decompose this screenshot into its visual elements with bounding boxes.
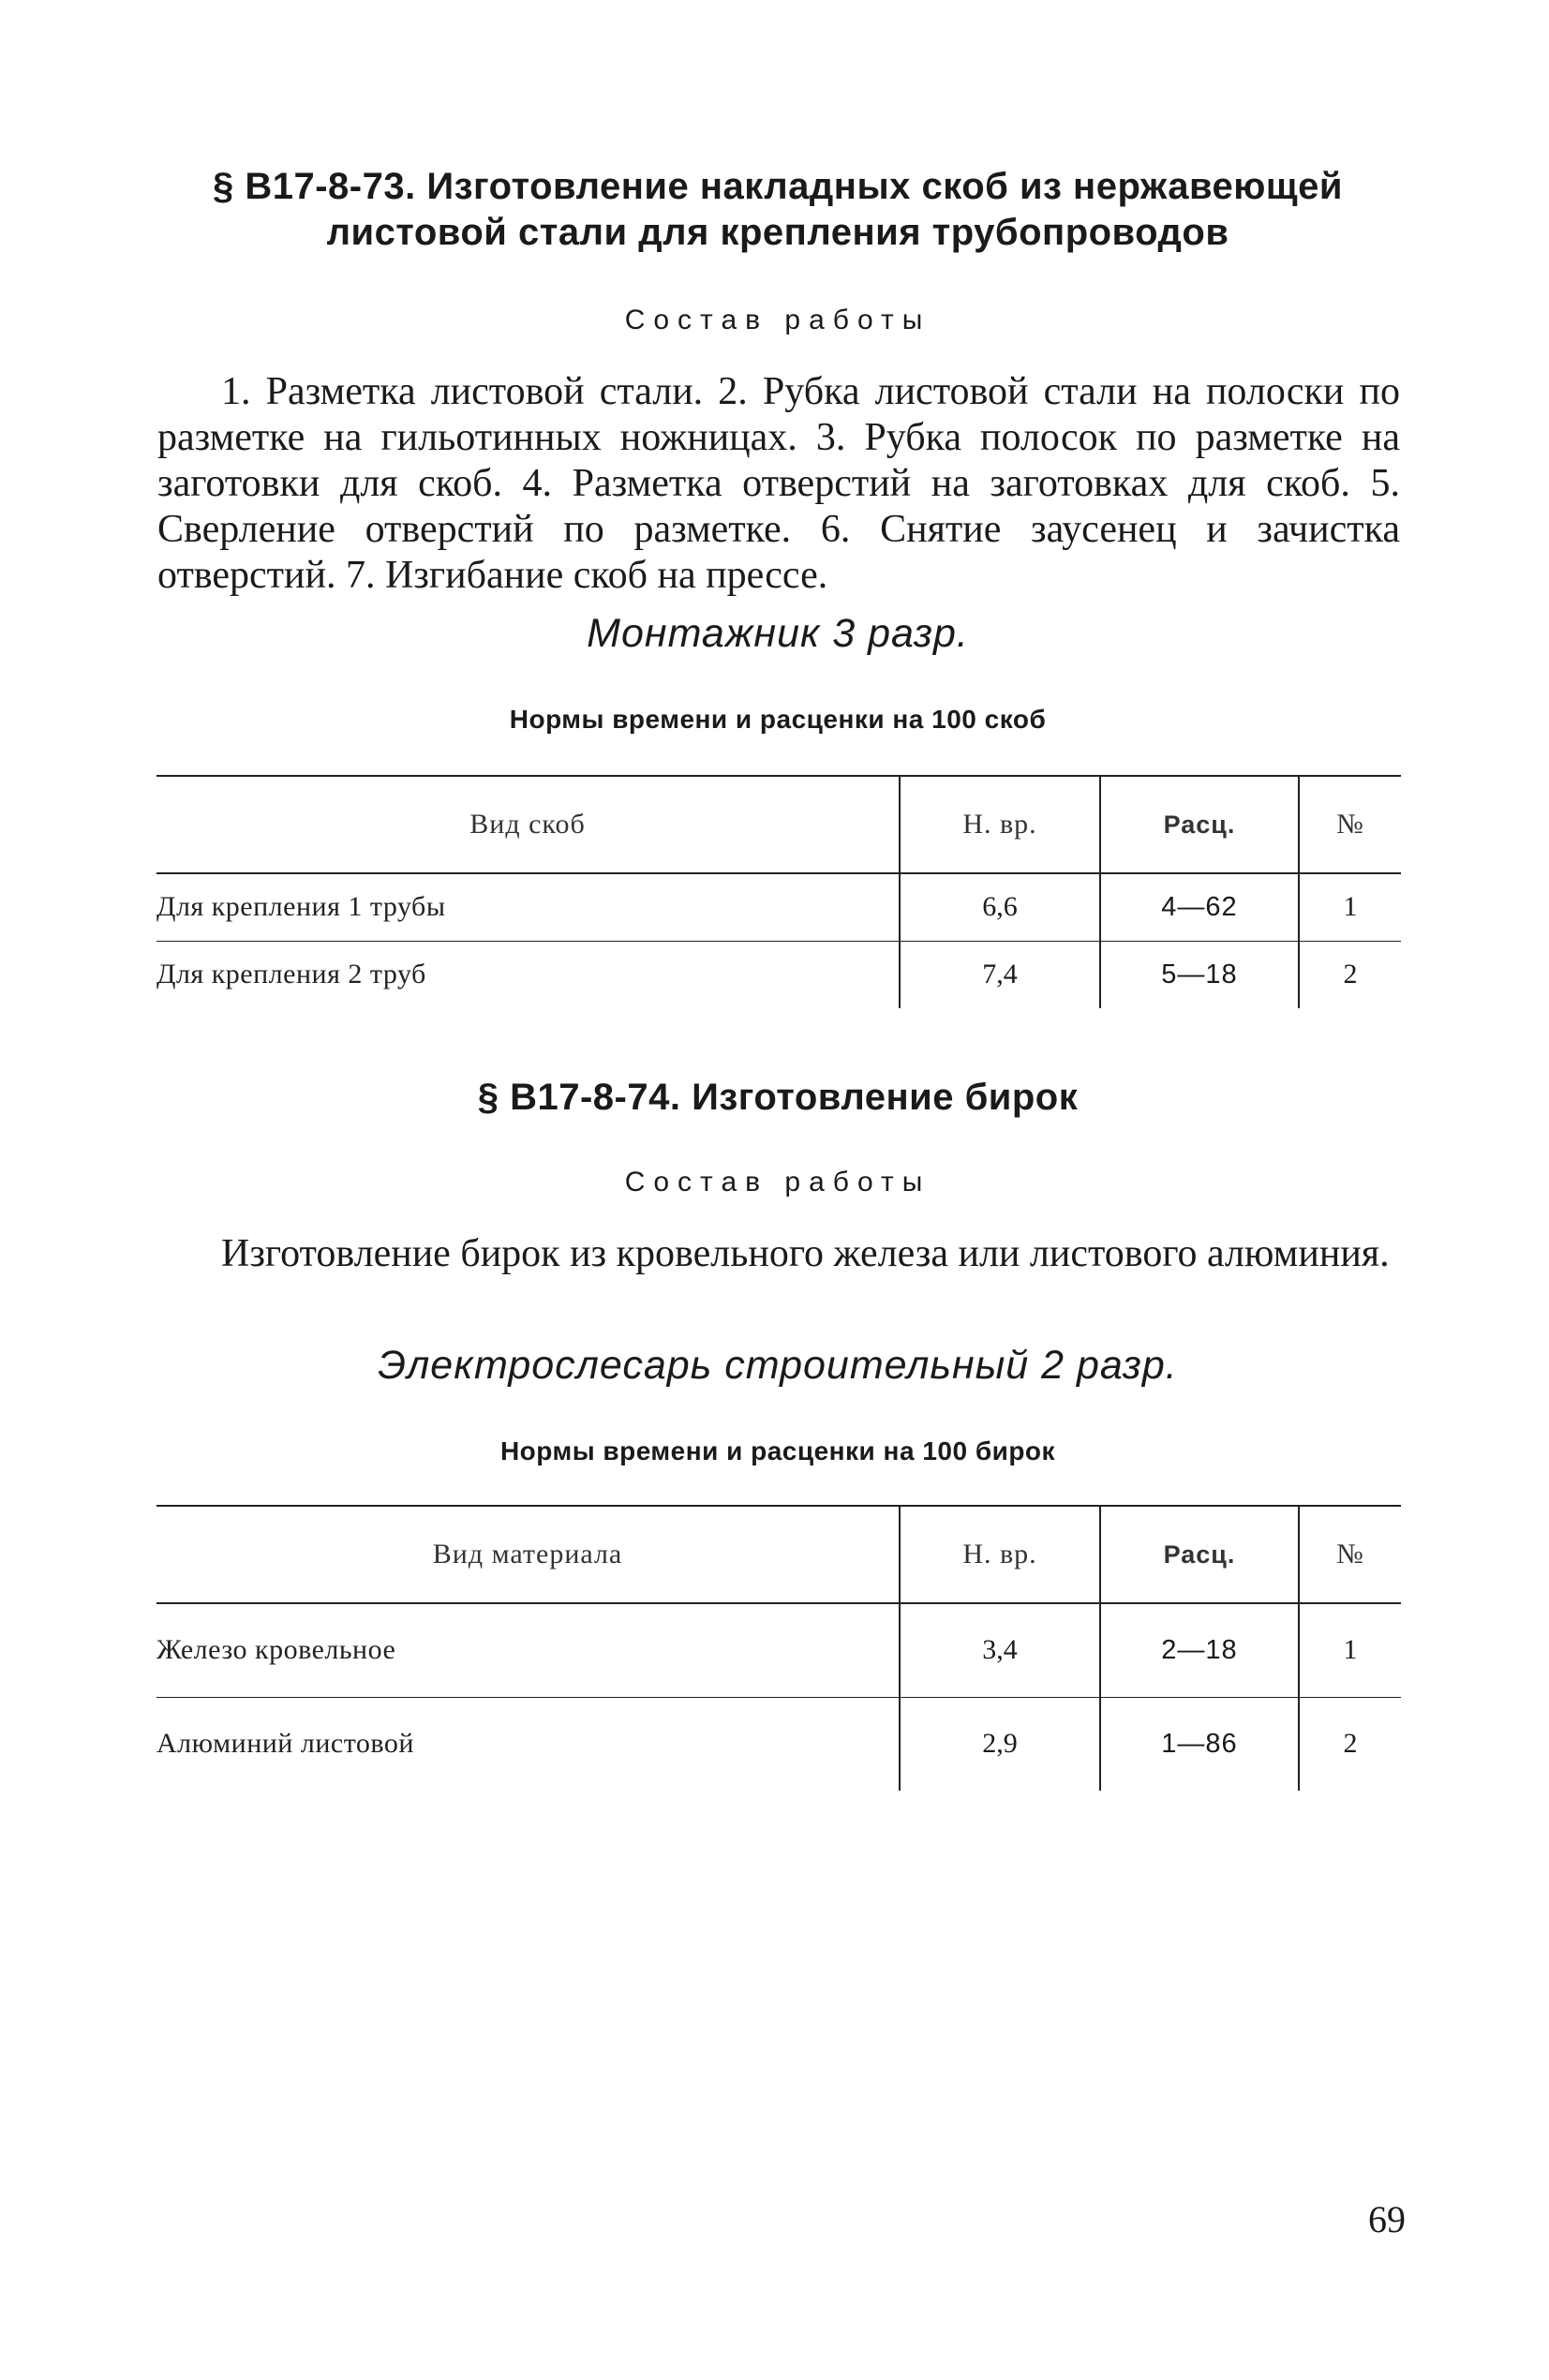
section1-composition-text [157, 369, 1400, 599]
table-header-row [156, 1506, 1401, 1603]
cell-number: 2 [1299, 1697, 1401, 1791]
header-number: № [1299, 776, 1401, 873]
section2-worker: Электрослесарь строительный 2 разр. [378, 1343, 1178, 1388]
table-row [156, 941, 1401, 1008]
section1-worker: Монтажник 3 разр. [587, 611, 969, 656]
section2-norms-table [156, 1505, 1401, 1791]
cell-number: 1 [1299, 873, 1401, 941]
section2-composition-text [157, 1231, 1400, 1277]
cell-type: Для крепления 1 трубы [156, 873, 900, 941]
table-row [156, 873, 1401, 941]
table-row [156, 1603, 1401, 1697]
table-header-row [156, 776, 1401, 873]
section2-composition-heading: Состав работы [624, 1167, 931, 1197]
section2-composition-body: Изготовление бирок из кровельного железа или листового алюминия. [221, 1232, 1390, 1275]
cell-material: Железо кровельное [156, 1603, 900, 1697]
header-rate: Расц. [1100, 776, 1299, 873]
table-row [156, 1697, 1401, 1791]
section1-title-line2: листовой стали для крепления трубопроводов [326, 212, 1229, 253]
cell-rate: 4—62 [1100, 873, 1299, 941]
header-rate: Расц. [1100, 1506, 1299, 1603]
cell-norm-time: 2,9 [900, 1697, 1100, 1791]
cell-material: Алюминий листовой [156, 1728, 414, 1760]
cell-norm-time: 7,4 [900, 941, 1100, 1008]
cell-rate: 2—18 [1100, 1603, 1299, 1697]
cell-norm-time: 6,6 [900, 873, 1100, 941]
cell-number: 2 [1299, 941, 1401, 1008]
section1-table-caption: Нормы времени и расценки на 100 скоб [509, 705, 1047, 734]
section2-table-caption: Нормы времени и расценки на 100 бирок [499, 1436, 1056, 1465]
header-type: Вид скоб [156, 776, 900, 873]
header-material: Вид материала [156, 1506, 900, 1603]
cell-type: Для крепления 2 труб [156, 959, 426, 990]
header-number: № [1299, 1506, 1401, 1603]
section1-composition-body: 1. Разметка листовой стали. 2. Рубка листовой стали на полоски по разметке на гильотинных ножницах. 3. Рубка полосок по разметке на заготовки для скоб. 4. Разметка отверстий на заготовках для скоб. 5. Сверление отверстий по разметке. 6. Снятие заусенец и зачистка отверстий. 7. Изгибание скоб на прессе. [157, 370, 1400, 597]
page-number: 69 [1368, 2198, 1406, 2240]
cell-number: 1 [1299, 1603, 1401, 1697]
header-norm-time: Н. вр. [900, 1506, 1100, 1603]
section1-norms-table [156, 775, 1401, 1008]
header-norm-time: Н. вр. [900, 776, 1100, 873]
cell-rate: 1—86 [1100, 1697, 1299, 1791]
cell-norm-time: 3,4 [900, 1603, 1100, 1697]
cell-rate: 5—18 [1100, 941, 1299, 1008]
section1-title-line1: § В17-8-73. Изготовление накладных скоб из нержавеющей [212, 166, 1344, 207]
section2-title: § В17-8-74. Изготовление бирок [477, 1077, 1079, 1118]
section1-title [150, 164, 1406, 256]
section1-composition-heading: Состав работы [624, 305, 931, 335]
